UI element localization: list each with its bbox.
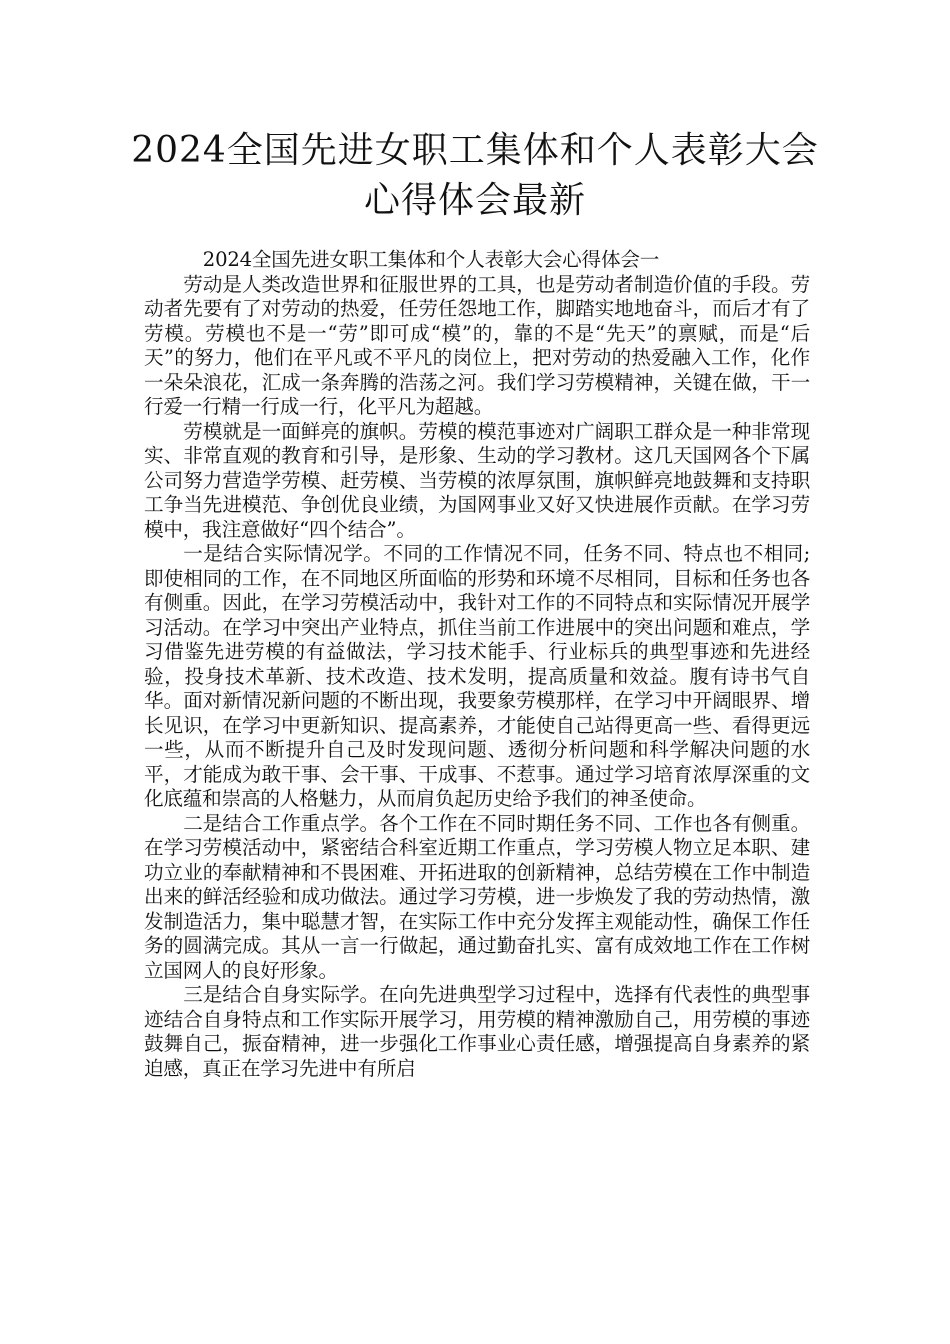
title-line-1: 2024全国先进女职工集体和个人表彰大会 <box>131 130 819 171</box>
paragraph-4: 二是结合工作重点学。各个工作在不同时期任务不同、工作也各有侧重。在学习劳模活动中，紧密结合科室近期工作重点，学习劳模人物立足本职、建功立业的奉献精神和不畏困难、开拓进取的创新精神，总结劳模在工作中制造出来的鲜活经验和成功做法。通过学习劳模，进一步焕发了我的劳动热情，激发制造活力，集中聪慧才智，在实际工作中充分发挥主观能动性，确保工作任务的圆满完成。其从一言一行做起，通过勤奋扎实、富有成效地工作在工作树立国网人的良好形象。 <box>144 811 810 982</box>
paragraph-5: 三是结合自身实际学。在向先进典型学习过程中，选择有代表性的典型事迹结合自身特点和工作实际开展学习，用劳模的精神激励自己，用劳模的事迹鼓舞自己，振奋精神，进一步强化工作事业心责任感，增强提高自身素养的紧迫感，真正在学习先进中有所启 <box>144 983 810 1080</box>
document-title <box>120 126 830 226</box>
document-body <box>144 248 810 1081</box>
paragraph-3: 一是结合实际情况学。不同的工作情况不同，任务不同、特点也不相同;即使相同的工作，在不同地区所面临的形势和环境不尽相同，目标和任务也各有侧重。因此，在学习劳模活动中，我针对工作的不同特点和实际情况开展学习活动。在学习中突出产业特点，抓住当前工作进展中的突出问题和难点，学习借鉴先进劳模的有益做法，学习技术能手、行业标兵的典型事迹和先进经验，投身技术革新、技术改造、技术发明，提高质量和效益。腹有诗书气自华。面对新情况新问题的不断出现，我要象劳模那样，在学习中开阔眼界、增长见识，在学习中更新知识、提高素养，才能使自己站得更高一些、看得更远一些，从而不断提升自己及时发现问题、透彻分析问题和科学解决问题的水平，才能成为敢干事、会干事、干成事、不惹事。通过学习培育浓厚深重的文化底蕴和崇高的人格魅力，从而肩负起历史给予我们的神圣使命。 <box>144 542 810 810</box>
paragraph-1: 劳动是人类改造世界和征服世界的工具，也是劳动者制造价值的手段。劳动者先要有了对劳动的热爱，任劳任怨地工作，脚踏实地地奋斗，而后才有了劳模。劳模也不是一“劳”即可成“模”的，靠的不是“先天”的禀赋，而是“后天”的努力，他们在平凡或不平凡的岗位上，把对劳动的热爱融入工作，化作一朵朵浪花，汇成一条奔腾的浩荡之河。我们学习劳模精神，关键在做，干一行爱一行精一行成一行，化平凡为超越。 <box>144 272 810 418</box>
paragraph-2: 劳模就是一面鲜亮的旗帜。劳模的模范事迹对广阔职工群众是一种非常现实、非常直观的教育和引导，是形象、生动的学习教材。这几天国网各个下属公司努力营造学劳模、赶劳模、当劳模的浓厚氛围，旗帜鲜亮地鼓舞和支持职工争当先进模范、争创优良业绩，为国网事业又好又快进展作贡献。在学习劳模中，我注意做好“四个结合”。 <box>144 419 810 541</box>
section-subtitle: 2024全国先进女职工集体和个人表彰大会心得体会一 <box>202 248 660 271</box>
title-line-2: 心得体会最新 <box>363 180 586 221</box>
